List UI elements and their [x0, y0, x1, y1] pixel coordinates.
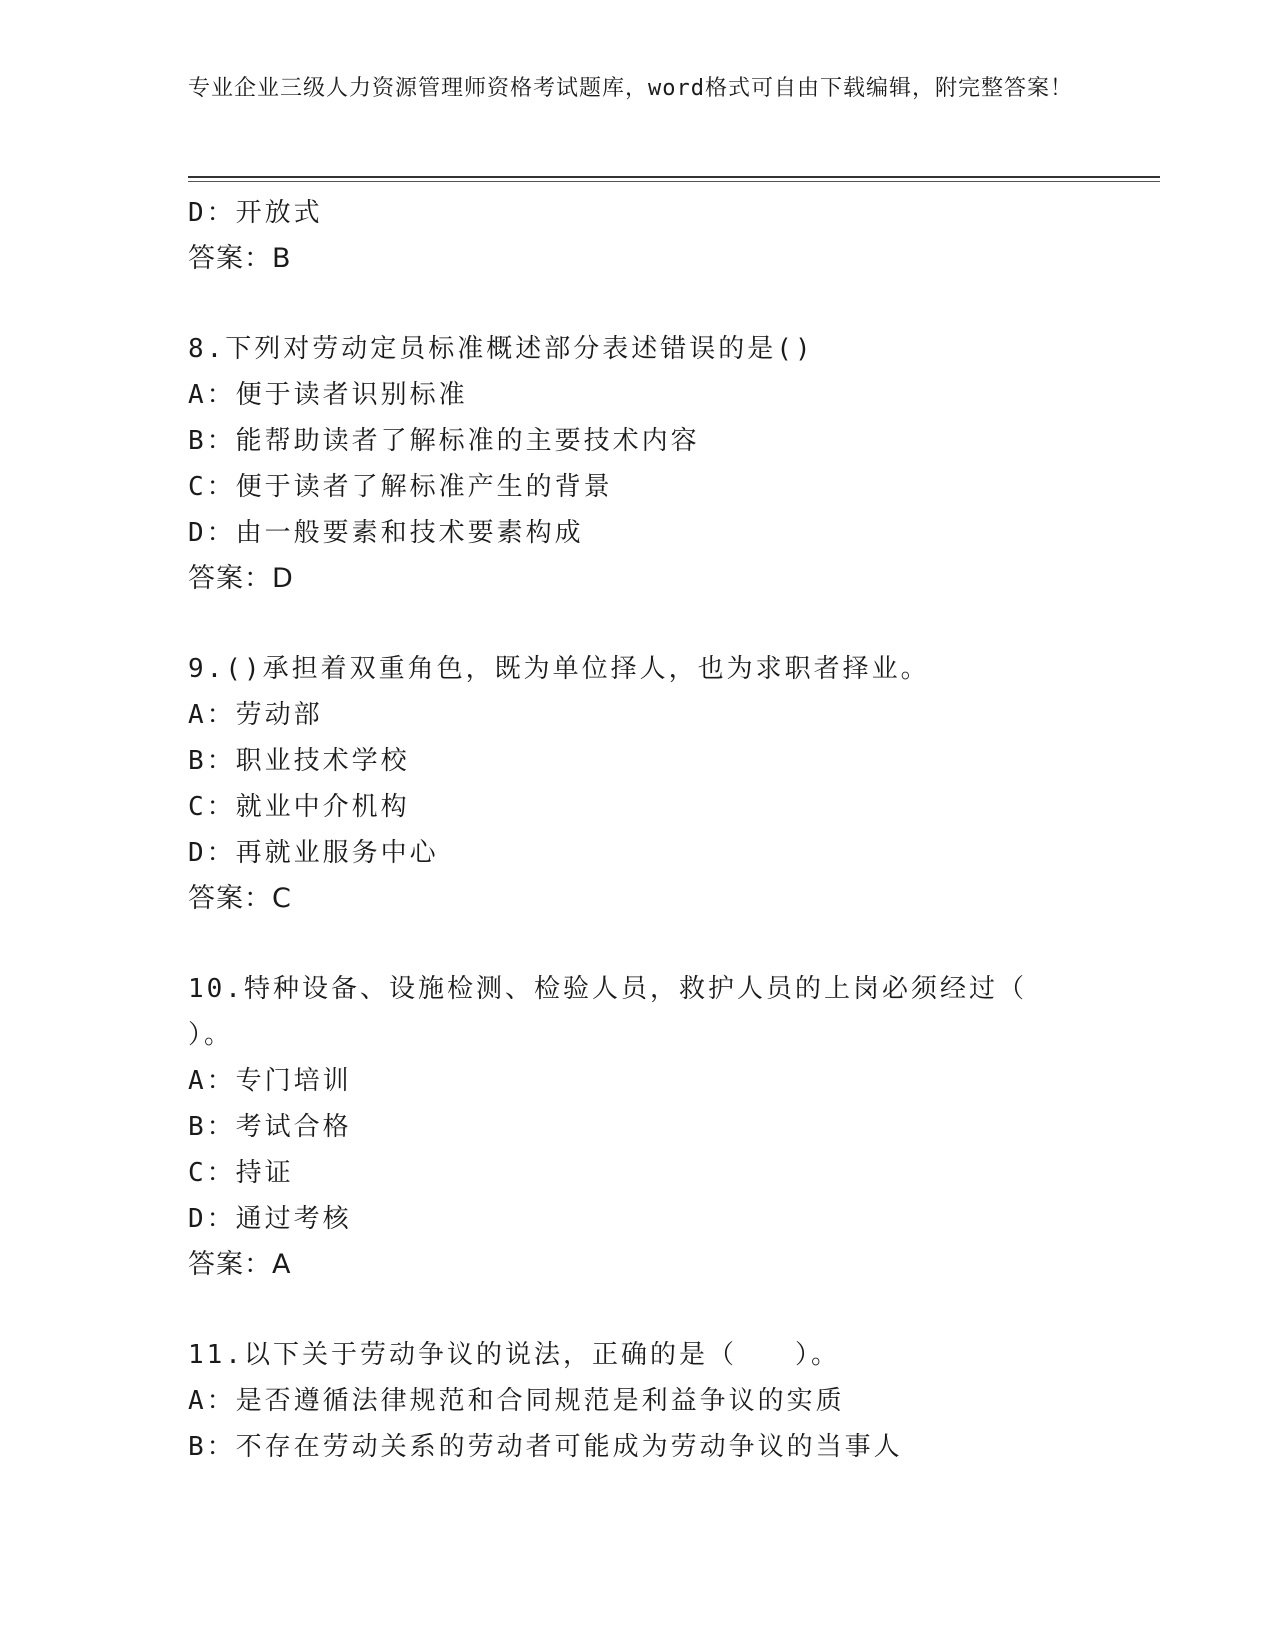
- option-c: C：就业中介机构: [188, 792, 410, 822]
- spacer: [188, 282, 1128, 326]
- question-stem-continuation: ）。: [188, 1020, 234, 1050]
- option-d: D：通过考核: [188, 1204, 352, 1234]
- option-d: D：再就业服务中心: [188, 838, 439, 868]
- option-a: A：便于读者识别标准: [188, 380, 468, 410]
- option-c: C：持证: [188, 1158, 294, 1188]
- option-b: B：能帮助读者了解标准的主要技术内容: [188, 426, 700, 456]
- question-stem: 10.特种设备、设施检测、检验人员，救护人员的上岗必须经过（: [188, 974, 1027, 1004]
- answer-line: 答案：D: [188, 563, 294, 594]
- option-a: A：劳动部: [188, 700, 323, 730]
- answer-line: 答案：C: [188, 883, 292, 914]
- header-rule-thin: [188, 181, 1160, 182]
- option-b: B：考试合格: [188, 1112, 352, 1142]
- spacer: [188, 922, 1128, 966]
- document-header: 专业企业三级人力资源管理师资格考试题库，word格式可自由下载编辑，附完整答案！: [188, 76, 1073, 101]
- question-stem: 8.下列对劳动定员标准概述部分表述错误的是(): [188, 334, 814, 364]
- question-stem: 9.()承担着双重角色，既为单位择人，也为求职者择业。: [188, 654, 930, 684]
- option-b: B：职业技术学校: [188, 746, 410, 776]
- spacer: [188, 602, 1128, 646]
- header-rule-thick: [188, 176, 1160, 178]
- option-d: D：开放式: [188, 198, 323, 228]
- answer-line: 答案：B: [188, 243, 292, 274]
- spacer: [188, 1288, 1128, 1332]
- option-d: D：由一般要素和技术要素构成: [188, 518, 584, 548]
- answer-line: 答案：A: [188, 1249, 292, 1280]
- question-stem: 11.以下关于劳动争议的说法，正确的是（ ）。: [188, 1340, 840, 1370]
- option-a: A：是否遵循法律规范和合同规范是利益争议的实质: [188, 1386, 845, 1416]
- option-b: B：不存在劳动关系的劳动者可能成为劳动争议的当事人: [188, 1432, 903, 1462]
- option-a: A：专门培训: [188, 1066, 352, 1096]
- option-c: C：便于读者了解标准产生的背景: [188, 472, 613, 502]
- question-list: [188, 190, 1128, 1470]
